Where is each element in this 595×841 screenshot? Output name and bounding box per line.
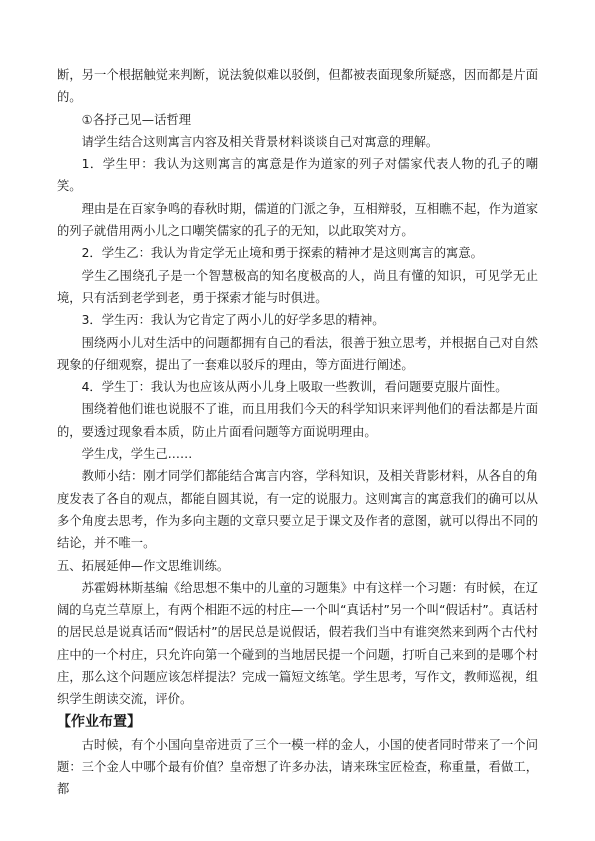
document-body bbox=[57, 64, 538, 801]
teacher-summary: 教师小结：刚才同学们都能结合寓言内容，学科知识，及相关背影材料，从各自的角度发表了各自的观点，都能自圆其说，有一定的说服力。这则寓言的寓意我们的确可以从多个角度去思考，作为多向主题的文章只要立足于课文及作者的意图，就可以得出不同的结论，并不唯一。 bbox=[57, 469, 538, 551]
student-a-claim: 1．学生甲：我认为这则寓言的寓意是作为道家的列子对儒家代表人物的孔子的嘲笑。 bbox=[57, 157, 538, 194]
student-b-claim: 2．学生乙：我认为肯定学无止境和勇于探索的精神才是这则寓言的寓意。 bbox=[81, 246, 483, 261]
section-five-title: 五、拓展延伸—作文思维训练。 bbox=[57, 558, 230, 573]
student-d-reason: 围绕着他们谁也说服不了谁，而且用我们今天的科学知识来评判他们的看法都是片面的，要透过现象看本质，防止片面看问题等方面说明理由。 bbox=[57, 402, 538, 439]
writing-exercise: 苏霍姆林斯基编《给思想不集中的儿童的习题集》中有这样一个习题：有时候，在辽阔的乌克兰草原上，有两个相距不远的村庄—一个叫“真话村”另一个叫“假话村”。真话村的居民总是说真话而“假话村”的居民总是说假话，假若我们当中有谁突然来到两个古代村庄中的一个村庄，只允许向第一个碰到的当地居民提一个问题，打听自己来到的是哪个村庄，那么这个问题应该怎样提法？完成一篇短文练笔。学生思考，写作文，教师巡视，组织学生朗读交流，评价。 bbox=[57, 580, 538, 707]
student-c-reason: 围绕两小儿对生活中的问题都拥有自己的看法，很善于独立思考，并根据自己对自然现象的仔细观察，提出了一套难以驳斥的理由，等方面进行阐述。 bbox=[57, 335, 538, 372]
other-students: 学生戊，学生己…… bbox=[81, 447, 193, 462]
student-a-reason: 理由是在百家争鸣的春秋时期，儒道的门派之争，互相辩驳，互相瞧不起，作为道家的列子就借用两小儿之口嘲笑儒家的孔子的无知，以此取笑对方。 bbox=[57, 201, 538, 239]
student-c-claim: 3．学生丙：我认为它肯定了两小儿的好学多思的精神。 bbox=[81, 313, 385, 328]
paragraph-continuation: 断，另一个根据触觉来判断，说法貌似难以驳倒，但都被表面现象所疑惑，因而都是片面的。 bbox=[57, 68, 538, 105]
student-b-reason: 学生乙围绕孔子是一个智慧极高的知名度极高的人，尚且有懂的知识，可见学无止境，只有活到老学到老，勇于探索才能与时俱进。 bbox=[57, 268, 538, 305]
paragraph-instruction: 请学生结合这则寓言内容及相关背景材料谈谈自己对寓意的理解。 bbox=[81, 134, 439, 149]
homework-paragraph: 古时候，有个小国向皇帝进贡了三个一模一样的金人，小国的使者同时带来了一个问题：三个金人中哪个最有价值？皇帝想了许多办法，请来珠宝匠检查，称重量，看做工，都 bbox=[57, 737, 538, 797]
student-d-claim: 4．学生丁：我认为也应该从两小儿身上吸取一些教训，看问题要克服片面性。 bbox=[81, 380, 508, 395]
subsection-title: ①各抒己见—话哲理 bbox=[81, 112, 191, 127]
homework-heading: 【作业布置】 bbox=[57, 713, 141, 730]
